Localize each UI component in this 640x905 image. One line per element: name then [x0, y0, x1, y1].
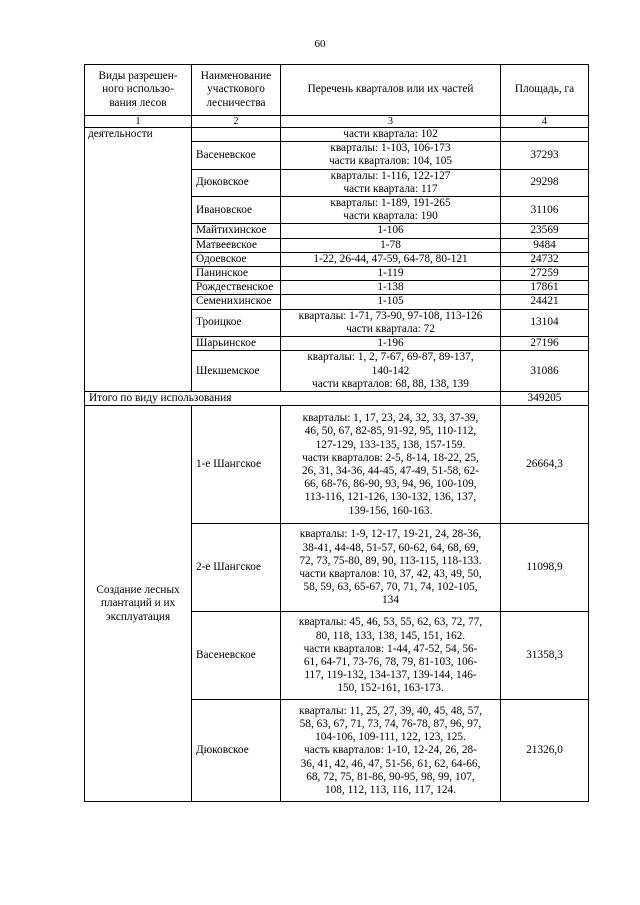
- text-line: 134: [382, 594, 399, 607]
- quarters-cell: [281, 238, 501, 252]
- table-row: [85, 406, 589, 524]
- forestry-name-cell: Васеневское: [192, 142, 281, 169]
- forestry-name-cell: Матвеевское: [192, 238, 281, 252]
- quarters-cell: [281, 406, 501, 524]
- column-number: 1: [85, 116, 192, 128]
- quarters-cell: [281, 169, 501, 196]
- text-line: Наименование: [200, 70, 272, 83]
- area-cell: 24421: [501, 295, 589, 309]
- quarters-cell: [281, 700, 501, 802]
- forestry-name-cell: Васеневское: [192, 612, 281, 700]
- text-line: части квартала: 72: [346, 322, 435, 335]
- quarters-cell: [281, 281, 501, 295]
- text-line: участкового: [207, 83, 265, 96]
- area-cell: 24732: [501, 252, 589, 266]
- quarters-cell: [281, 309, 501, 336]
- text-line: 36, 41, 42, 46, 47, 51-56, 61, 62, 64-66,: [300, 757, 481, 770]
- text-line: кварталы: 1, 17, 23, 24, 32, 33, 37-39,: [302, 412, 479, 425]
- forestry-name-cell: Шарьинское: [192, 337, 281, 351]
- text-line: 38-41, 44-48, 51-57, 60-62, 64, 68, 69,: [302, 541, 479, 554]
- header-quarters-list: Перечень кварталов или их частей: [281, 65, 501, 116]
- forestry-name-cell: Ивановское: [192, 197, 281, 224]
- area-cell: 31358,3: [501, 612, 589, 700]
- text-line: 1-78: [380, 238, 401, 251]
- text-line: плантаций и их: [100, 597, 176, 610]
- text-line: кварталы: 1-189, 191-265: [330, 197, 451, 210]
- text-line: кварталы: 1, 2, 7-67, 69-87, 89-137,: [307, 351, 474, 364]
- area-cell: 23569: [501, 224, 589, 238]
- forestry-name-cell: Троицкое: [192, 309, 281, 336]
- area-cell: 29298: [501, 169, 589, 196]
- quarters-cell: [281, 128, 501, 142]
- total-label: Итого по виду использования: [85, 392, 501, 406]
- forestry-name-cell: Шекшемское: [192, 351, 281, 392]
- area-cell: 17861: [501, 281, 589, 295]
- header-forestry-name: [192, 65, 281, 116]
- forestry-name-cell: Дюковское: [192, 700, 281, 802]
- text-line: 46, 50, 67, 82-85, 91-92, 95, 110-112,: [304, 425, 477, 438]
- area-cell: 27259: [501, 267, 589, 281]
- quarters-cell: [281, 612, 501, 700]
- text-line: 140-142: [371, 364, 410, 377]
- quarters-cell: [281, 197, 501, 224]
- text-line: части квартала: 102: [343, 128, 438, 140]
- area-cell: [501, 128, 589, 142]
- column-number: 2: [192, 116, 281, 128]
- land-use-type-cell: [85, 406, 192, 802]
- header-land-use-type: [85, 65, 192, 116]
- text-line: части кварталов: 104, 105: [328, 155, 452, 168]
- text-line: 1-196: [377, 337, 404, 350]
- text-line: 58, 63, 67, 71, 73, 74, 76-78, 87, 96, 97,: [299, 717, 482, 730]
- text-line: 58, 59, 63, 65-67, 70, 71, 74, 102-105,: [303, 581, 478, 594]
- quarters-cell: [281, 142, 501, 169]
- page-number: 60: [314, 38, 326, 50]
- quarters-cell: [281, 224, 501, 238]
- text-line: 127-129, 133-135, 138, 157-159.: [315, 438, 466, 451]
- text-line: кварталы: 1-71, 73-90, 97-108, 113-126: [298, 309, 483, 322]
- table-row: [85, 128, 589, 142]
- text-line: лесничества: [206, 96, 266, 109]
- text-line: кварталы: 1-116, 122-127: [330, 169, 451, 182]
- text-line: вания лесов: [109, 96, 167, 109]
- forestry-name-cell: Рождественское: [192, 281, 281, 295]
- text-line: кварталы: 11, 25, 27, 39, 40, 45, 48, 57,: [299, 704, 482, 717]
- column-number: 3: [281, 116, 501, 128]
- area-cell: 13104: [501, 309, 589, 336]
- land-use-type-cell: деятельности: [85, 128, 192, 392]
- text-line: 150, 152-161, 163-173.: [337, 682, 444, 695]
- text-line: 80, 118, 133, 138, 145, 151, 162.: [315, 629, 466, 642]
- forestry-name-cell: Одоевское: [192, 252, 281, 266]
- text-line: части кварталов: 68, 88, 138, 139: [312, 377, 469, 390]
- text-line: ного использо-: [102, 83, 174, 96]
- column-number-row: [85, 116, 589, 128]
- area-cell: 31106: [501, 197, 589, 224]
- text-line: 139-156, 160-163.: [348, 504, 433, 517]
- forestry-name-cell: [192, 128, 281, 142]
- text-line: 26, 31, 34-36, 44-45, 47-49, 51-58, 62-: [302, 464, 479, 477]
- quarters-cell: [281, 337, 501, 351]
- text-line: части квартала: 190: [343, 210, 438, 223]
- forestry-name-cell: Дюковское: [192, 169, 281, 196]
- area-cell: 21326,0: [501, 700, 589, 802]
- area-cell: 11098,9: [501, 524, 589, 612]
- forestry-name-cell: 1-е Шангское: [192, 406, 281, 524]
- forest-quarters-table: [84, 64, 589, 802]
- text-line: 113-116, 121-126, 130-132, 136, 137,: [304, 491, 477, 504]
- text-line: 1-119: [377, 267, 404, 280]
- text-line: 72, 73, 75-80, 89, 90, 113-115, 118-133.: [299, 554, 482, 567]
- area-cell: 26664,3: [501, 406, 589, 524]
- text-line: части кварталов: 2-5, 8-14, 18-22, 25,: [302, 451, 479, 464]
- forestry-name-cell: Майтихинское: [192, 224, 281, 238]
- header-area: Площадь, га: [501, 65, 589, 116]
- quarters-cell: [281, 351, 501, 392]
- text-line: Создание лесных: [96, 584, 180, 597]
- forestry-name-cell: 2-е Шангское: [192, 524, 281, 612]
- text-line: 68, 72, 75, 81-86, 90-95, 98, 99, 107,: [306, 770, 475, 783]
- area-cell: 27196: [501, 337, 589, 351]
- text-line: эксплуатация: [105, 610, 171, 623]
- forestry-name-cell: Семенихинское: [192, 295, 281, 309]
- text-line: кварталы: 1-103, 106-173: [330, 142, 451, 155]
- text-line: части кварталов: 10, 37, 42, 43, 49, 50,: [299, 567, 482, 580]
- text-line: часть кварталов: 1-10, 12-24, 26, 28-: [304, 744, 477, 757]
- text-line: 117, 119-132, 134-137, 139-144, 146-: [304, 669, 477, 682]
- total-area: 349205: [501, 392, 589, 406]
- quarters-cell: [281, 524, 501, 612]
- text-line: 1-138: [377, 281, 404, 294]
- text-line: части кварталов: 1-44, 47-52, 54, 56-: [303, 642, 478, 655]
- text-line: части квартала: 117: [343, 182, 438, 195]
- column-number: 4: [501, 116, 589, 128]
- text-line: 1-105: [377, 295, 404, 308]
- forestry-name-cell: Панинское: [192, 267, 281, 281]
- text-line: 1-106: [377, 224, 404, 237]
- quarters-cell: [281, 252, 501, 266]
- text-line: 1-22, 26-44, 47-59, 64-78, 80-121: [313, 252, 468, 265]
- quarters-cell: [281, 267, 501, 281]
- header-row: [85, 65, 589, 116]
- text-line: кварталы: 1-9, 12-17, 19-21, 24, 28-36,: [299, 528, 482, 541]
- text-line: 108, 112, 113, 116, 117, 124.: [324, 783, 457, 796]
- area-cell: 37293: [501, 142, 589, 169]
- text-line: 104-106, 109-111, 122, 123, 125.: [315, 731, 466, 744]
- text-line: 66, 68-76, 86-90, 93, 94, 96, 100-109,: [304, 478, 477, 491]
- text-line: 61, 64-71, 73-76, 78, 79, 81-103, 106-: [303, 655, 478, 668]
- text-line: кварталы: 45, 46, 53, 55, 62, 63, 72, 77,: [298, 616, 483, 629]
- total-row: [85, 392, 589, 406]
- area-cell: 31086: [501, 351, 589, 392]
- area-cell: 9484: [501, 238, 589, 252]
- quarters-cell: [281, 295, 501, 309]
- text-line: Виды разрешен-: [98, 70, 178, 83]
